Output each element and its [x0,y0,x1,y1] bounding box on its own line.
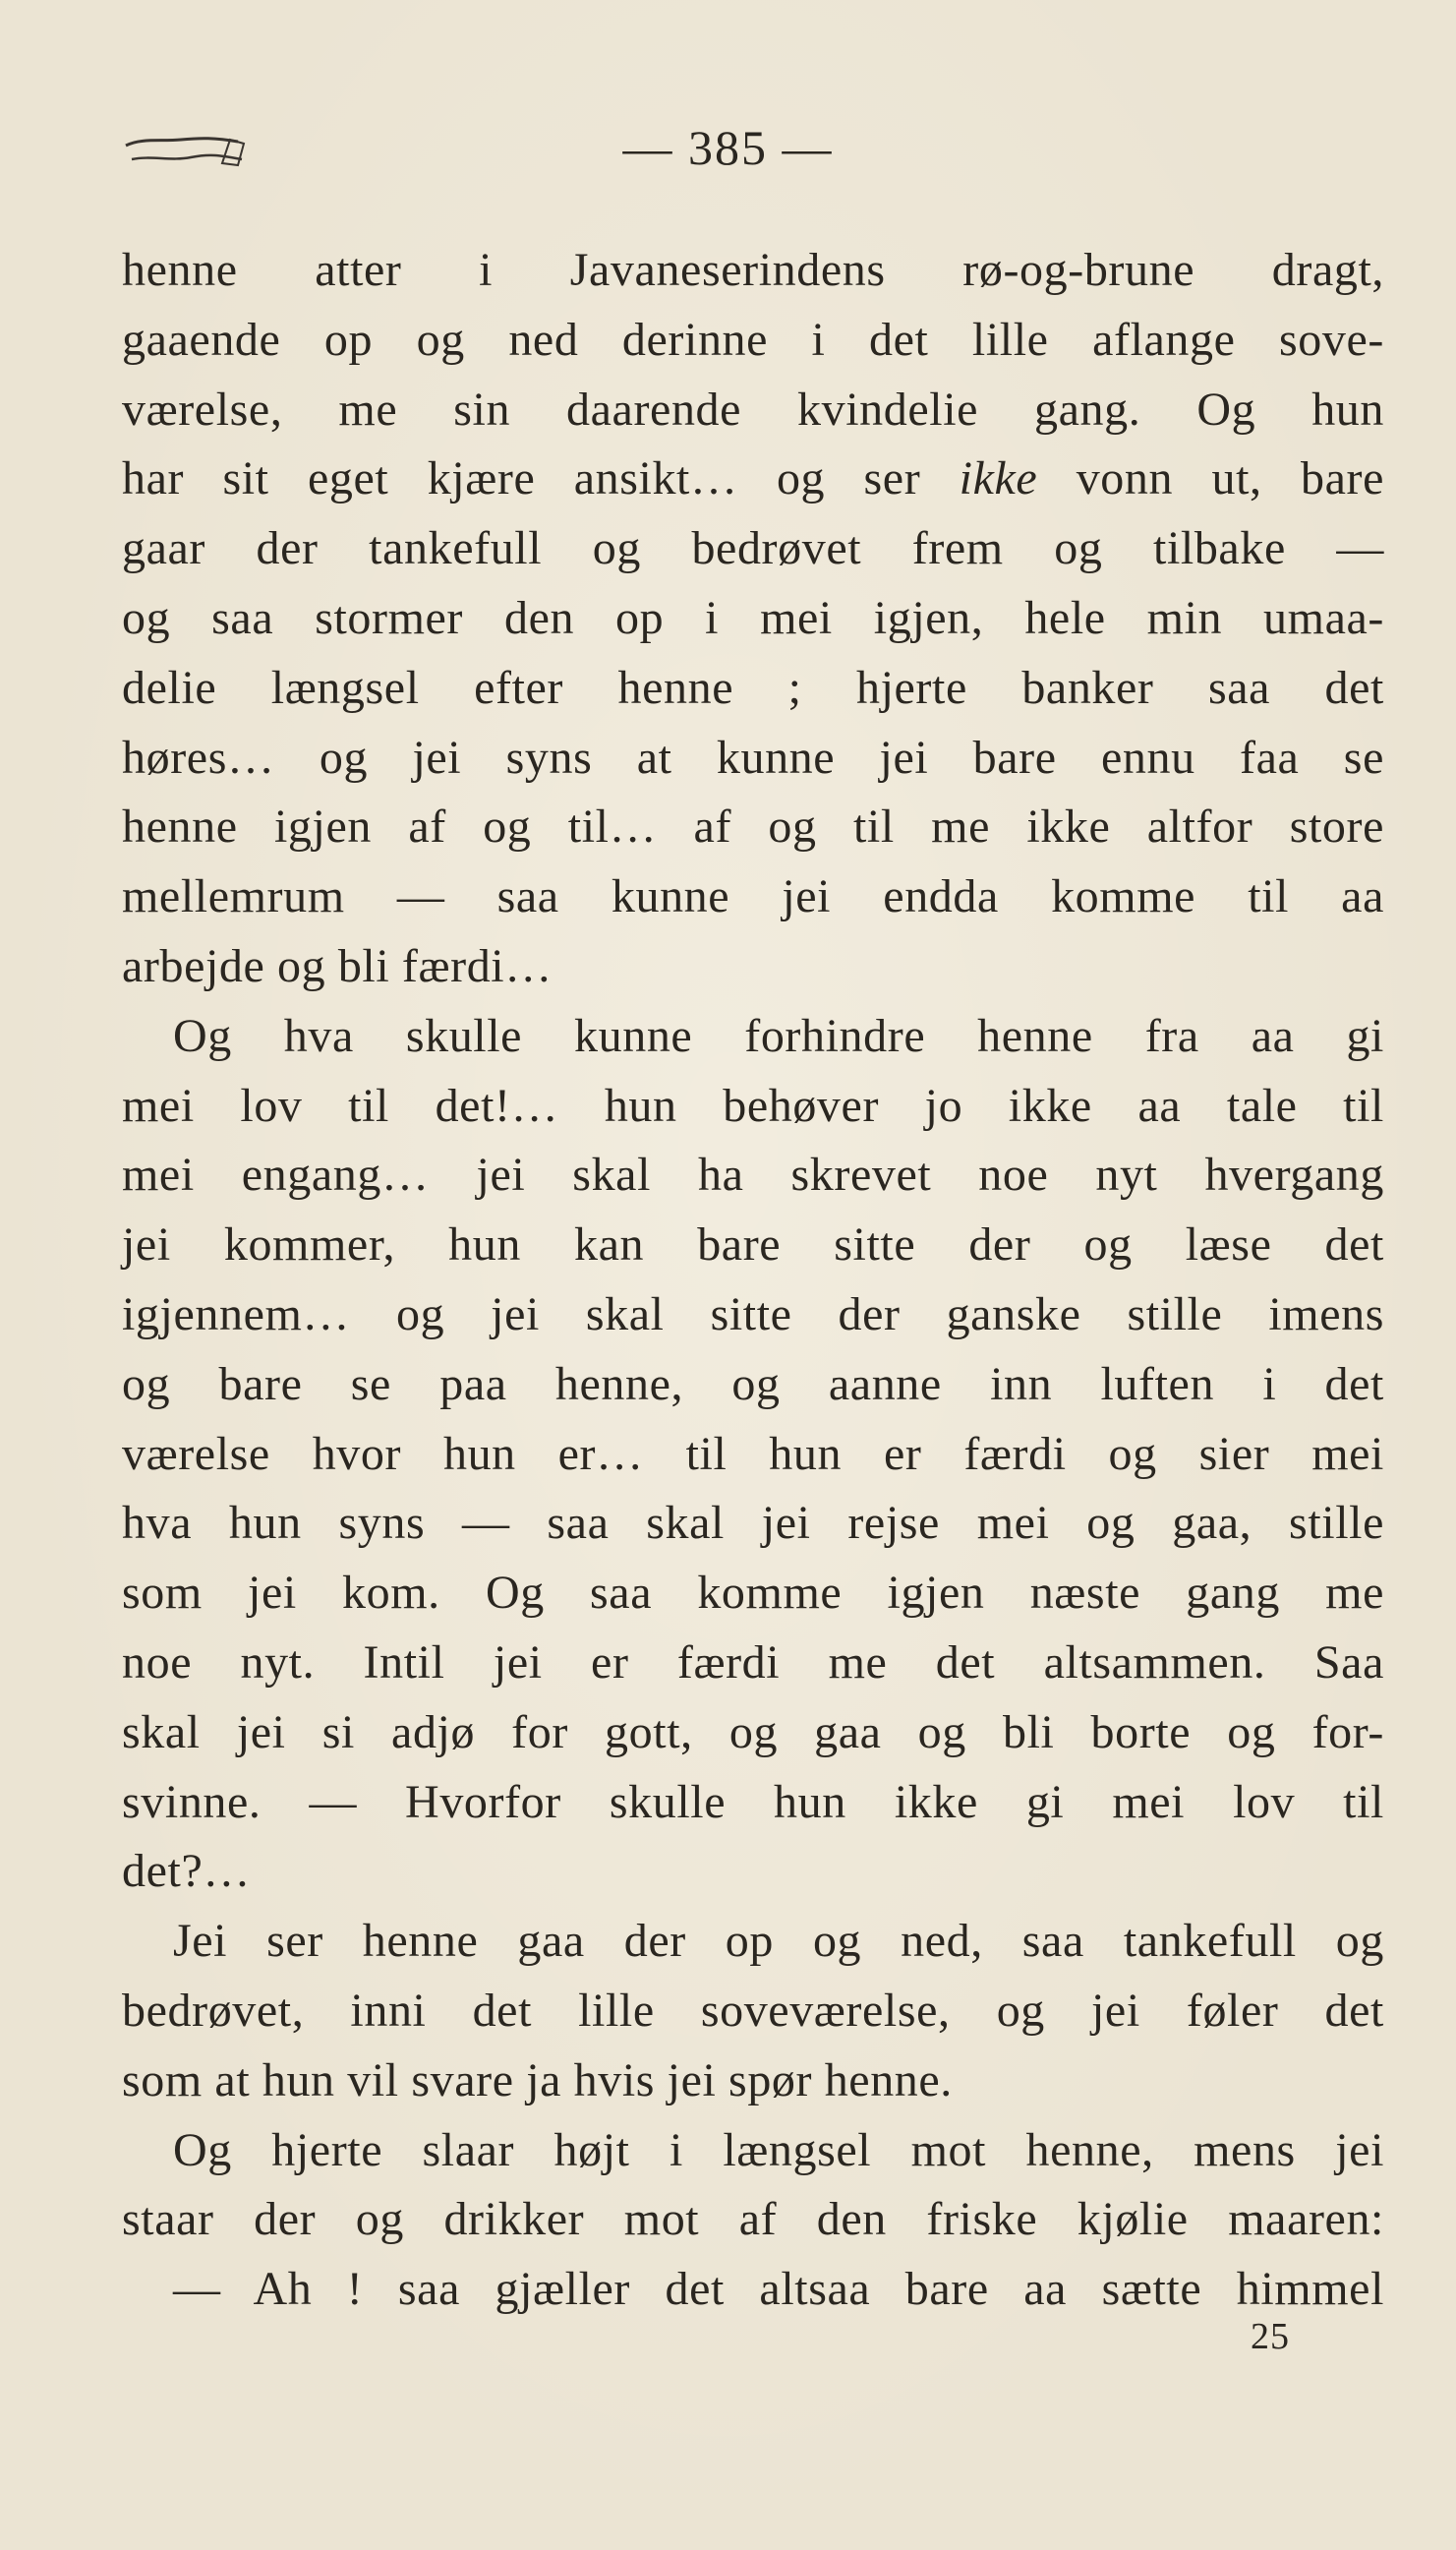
text-segment: har sit eget kjære ansikt… og ser [122,452,960,505]
text-line: som at hun vil svare ja hvis jei spør henne. [122,2053,953,2106]
text-line: igjennem… og jei skal sitte der ganske stille imens [122,1287,1384,1340]
text-line: og saa stormer den op i mei igjen, hele min umaa- [122,591,1384,644]
text-line: — Ah ! saa gjæller det altsaa bare aa sætte himmel [173,2263,1384,2316]
text-line: mei engang… jei skal ha skrevet noe nyt hvergang [122,1149,1384,1202]
text-segment: vonn ut, bare [1037,452,1384,505]
text-line: Og hjerte slaar højt i længsel mot henne, mens jei [173,2123,1384,2176]
printer-signature-mark: 25 [1251,2316,1290,2357]
body-text [122,236,1384,2325]
text-line: henne atter i Javaneserindens rø-og-brune dragt, [122,244,1384,296]
text-line: som jei kom. Og saa komme igjen næste gang me [122,1567,1384,1620]
text-line: Jei ser henne gaa der op og ned, saa tankefull og [173,1915,1384,1968]
text-line: henne igjen af og til… af og til me ikke altfor store [122,801,1384,854]
text-line: værelse, me sin daarende kvindelie gang. Og hun [122,383,1384,436]
text-line: hva hun syns — saa skal jei rejse mei og gaa, stille [122,1497,1384,1550]
text-line [122,445,1384,514]
text-line: bedrøvet, inni det lille soveværelse, og jei føler det [122,1984,1384,2037]
text-line: staar der og drikker mot af den friske kjølie maaren: [122,2193,1384,2246]
emphasized-word: ikke [959,452,1038,505]
text-line: og bare se paa henne, og aanne inn luften i det [122,1357,1384,1410]
text-line: delie længsel efter henne ; hjerte banker saa det [122,661,1384,714]
text-line: Og hva skulle kunne forhindre henne fra aa gi [173,1009,1384,1062]
text-line: skal jei si adjø for gott, og gaa og bli borte og for- [122,1705,1384,1758]
text-line: værelse hvor hun er… til hun er færdi og sier mei [122,1427,1384,1480]
text-line: arbejde og bli færdi… [122,939,553,992]
text-line: noe nyt. Intil jei er færdi me det altsammen. Saa [122,1635,1384,1689]
page-number: — 385 — [622,120,834,175]
text-line: svinne. — Hvorfor skulle hun ikke gi mei lov til [122,1775,1384,1828]
text-line: høres… og jei syns at kunne jei bare ennu faa se [122,731,1384,784]
text-line: gaaende op og ned derinne i det lille aflange sove- [122,313,1384,366]
text-line: det?… [122,1845,251,1898]
text-line: mei lov til det!… hun behøver jo ikke aa tale til [122,1079,1384,1132]
text-line: jei kommer, hun kan bare sitte der og læse det [122,1218,1384,1272]
text-line: mellemrum — saa kunne jei endda komme til aa [122,870,1384,923]
text-line: gaar der tankefull og bedrøvet frem og tilbake — [122,522,1384,575]
